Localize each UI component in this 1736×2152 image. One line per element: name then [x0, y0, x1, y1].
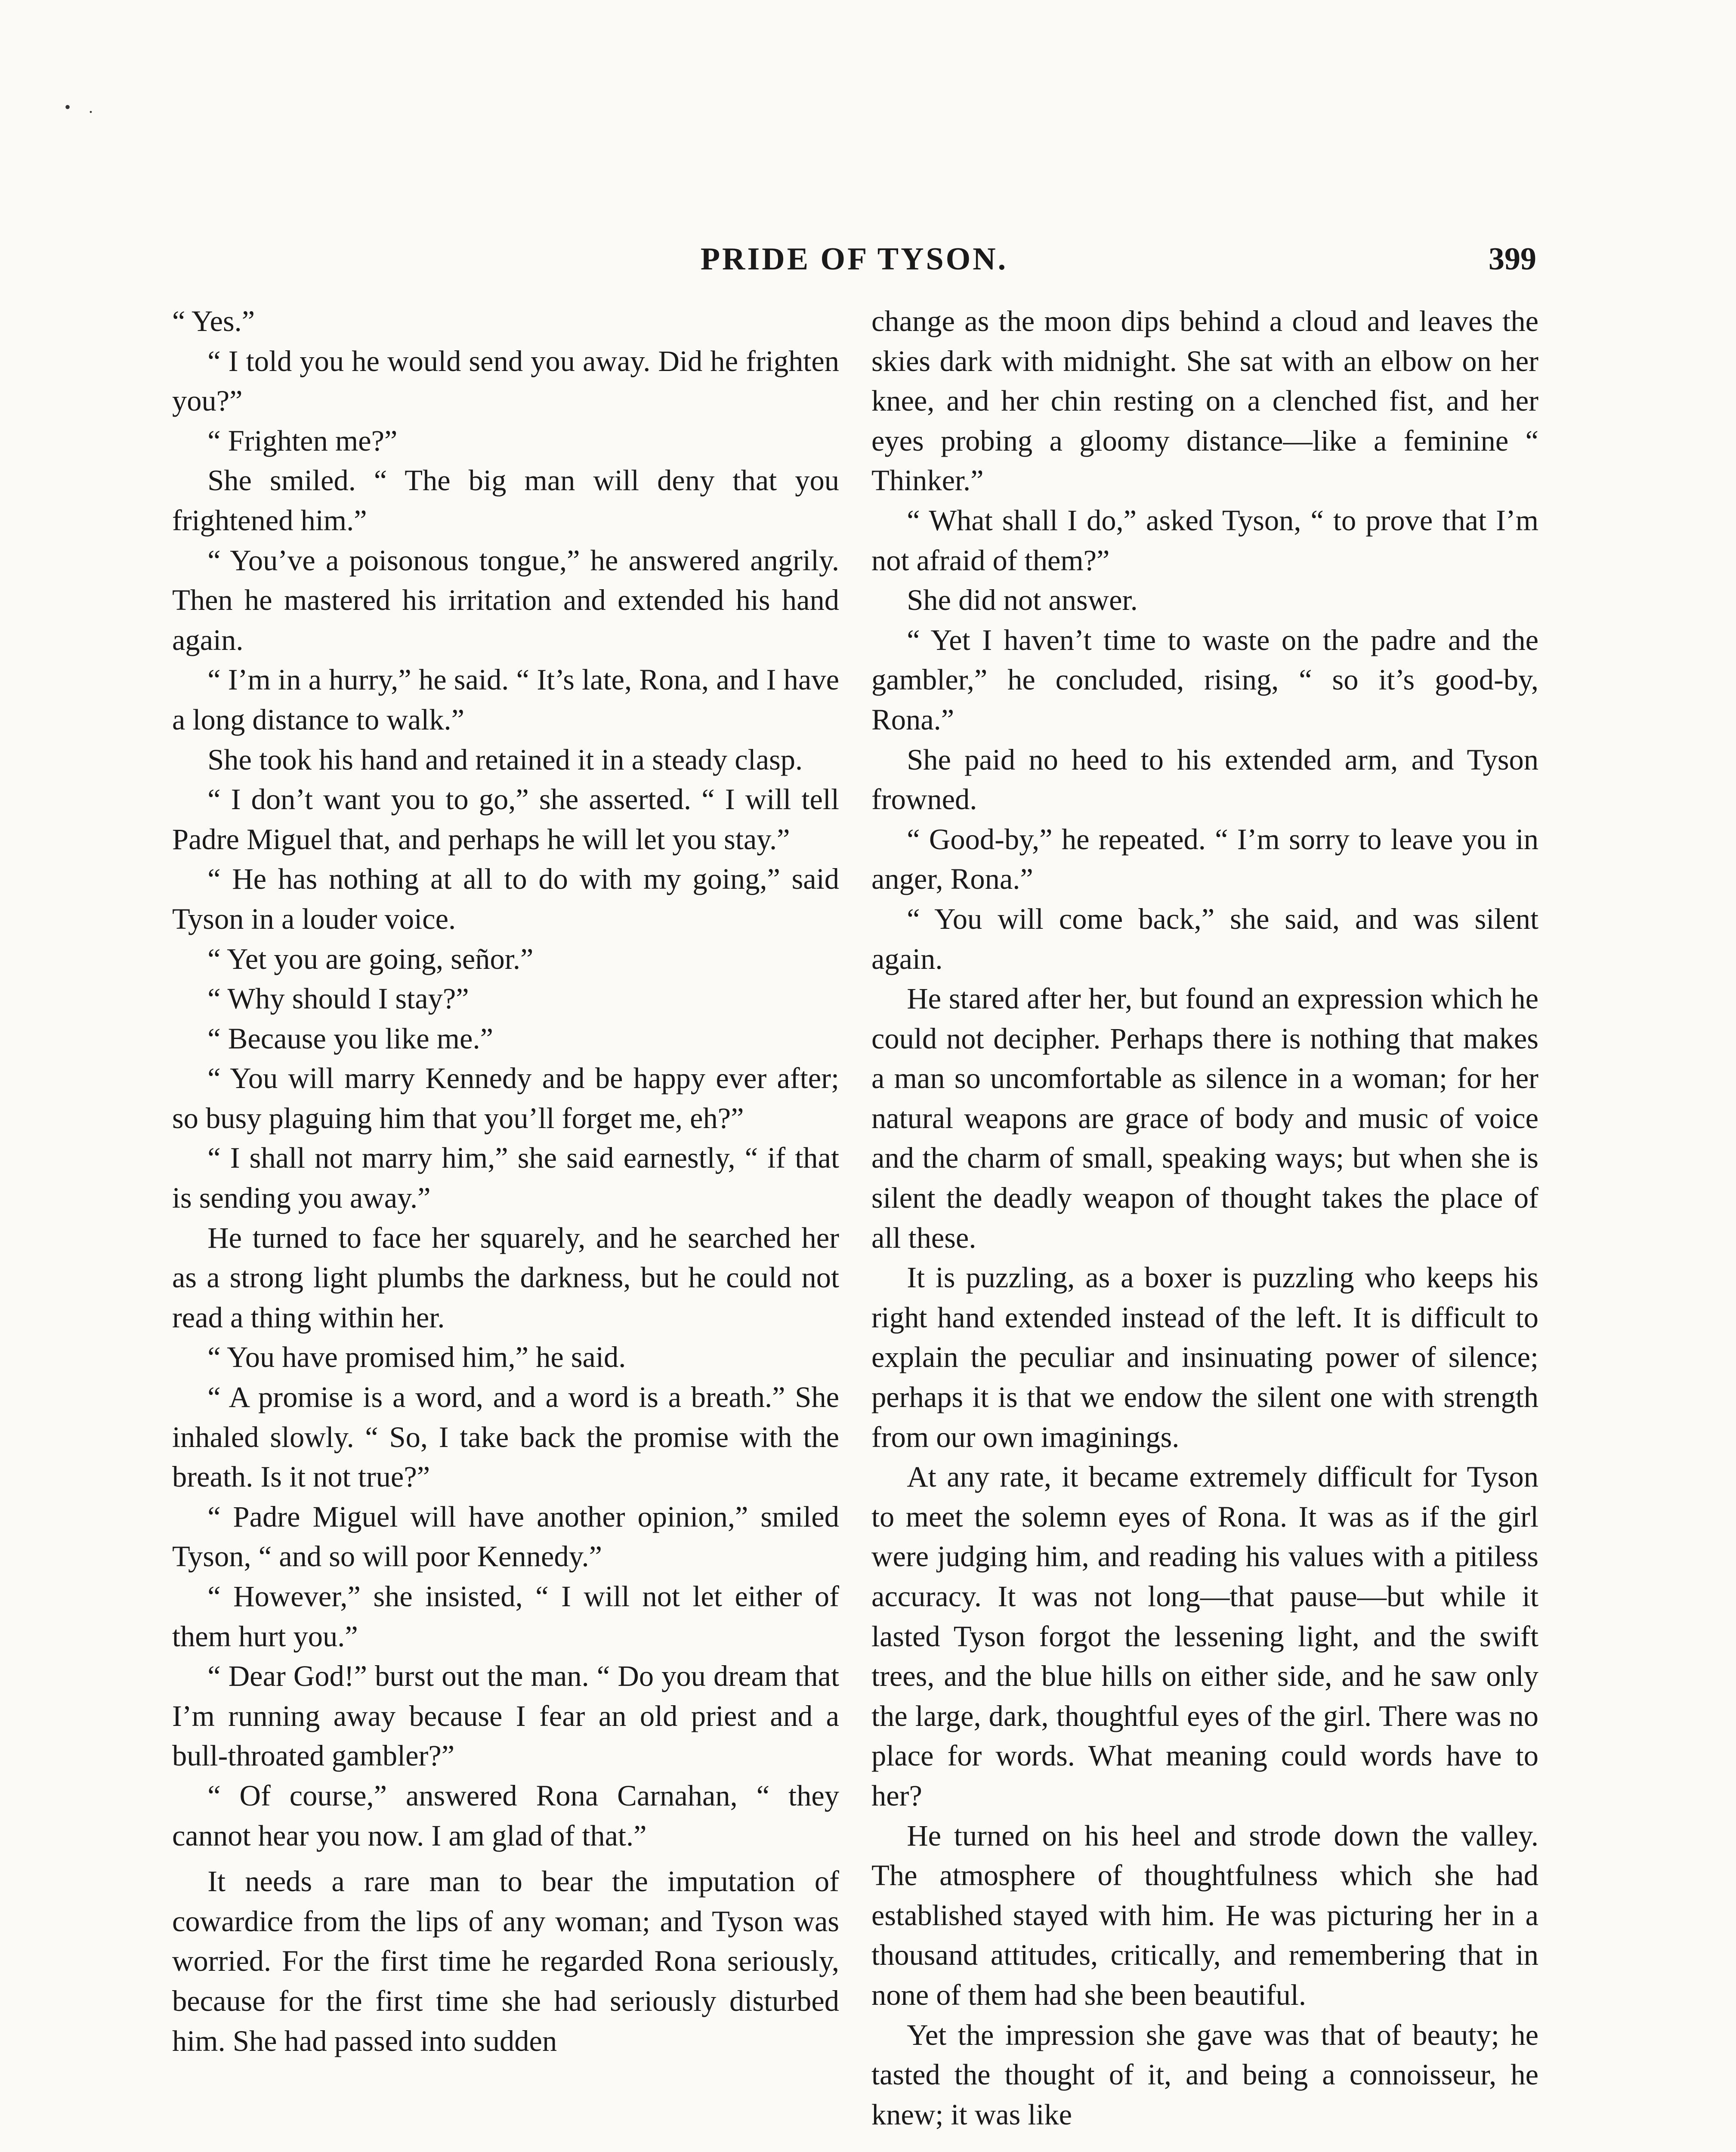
page-number: 399: [1489, 241, 1536, 277]
running-title: PRIDE OF TYSON.: [700, 241, 1008, 277]
paragraph: At any rate, it became extremely difficult for Tyson to meet the solemn eyes of Rona. It was as if the girl were judging him, and reading his values with a pitiless accuracy. It was not long—that pause—but while it lasted Tyson forgot the lessening light, and the swift trees, and the blue hills on either side, and he saw only the large, dark, thoughtful eyes of the girl. There was no place for words. What meaning could words have to her?: [871, 1460, 1538, 1812]
paragraph: She smiled. “ The big man will deny that you frightened him.”: [172, 464, 839, 537]
paragraph: She did not answer.: [907, 584, 1138, 617]
paragraph: “ Because you like me.”: [207, 1022, 493, 1055]
paragraph: change as the moon dips behind a cloud and leaves the skies dark with midnight. She sat with an elbow on her knee, and her chin resting on a clenched fist, and her eyes probing a gloomy distance—like a feminine “ Thinker.”: [871, 305, 1538, 497]
paragraph: “ Padre Miguel will have another opinion,” smiled Tyson, “ and so will poor Kennedy.”: [172, 1500, 839, 1573]
paragraph: “ You will come back,” she said, and was silent again.: [871, 902, 1538, 975]
paragraph: It is puzzling, as a boxer is puzzling who keeps his right hand extended instead of the left. It is difficult to explain the peculiar and insinuating power of silence; perhaps it is that we endow the silent one with strength from our own imaginings.: [871, 1261, 1538, 1453]
paragraph: He turned to face her squarely, and he searched her as a strong light plumbs the darkness, but he could not read a thing within her.: [172, 1221, 839, 1334]
left-column: [172, 301, 839, 2061]
paragraph: He turned on his heel and strode down the valley. The atmosphere of thoughtfulness which she had established stayed with him. He was picturing her in a thousand attitudes, critically, and remembering that in none of them had she been beautiful.: [871, 1819, 1538, 2011]
paragraph: “ I’m in a hurry,” he said. “ It’s late, Rona, and I have a long distance to walk.”: [172, 663, 839, 736]
paragraph: “ Frighten me?”: [207, 424, 398, 457]
paragraph: “ What shall I do,” asked Tyson, “ to prove that I’m not afraid of them?”: [871, 504, 1538, 577]
paragraph: He stared after her, but found an expression which he could not decipher. Perhaps there is nothing that makes a man so uncomfortable as silence in a woman; for her natural weapons are grace of body and music of voice and the charm of small, speaking ways; but when she is silent the deadly weapon of thought takes the place of all these.: [871, 982, 1538, 1254]
paragraph: “ I told you he would send you away. Did he frighten you?”: [172, 344, 839, 417]
paragraph: “ You’ve a poisonous tongue,” he answered angrily. Then he mastered his irritation and extended his hand again.: [172, 544, 839, 656]
paragraph: She took his hand and retained it in a steady clasp.: [207, 743, 803, 776]
paragraph: “ Yes.”: [172, 305, 255, 337]
paragraph: She paid no heed to his extended arm, and Tyson frowned.: [871, 743, 1538, 816]
paragraph: “ Dear God!” burst out the man. “ Do you dream that I’m running away because I fear an old priest and a bull-throated gambler?”: [172, 1660, 839, 1772]
paragraph: Yet the impression she gave was that of beauty; he tasted the thought of it, and being a connoisseur, he knew; it was like: [871, 2018, 1538, 2131]
paragraph: “ A promise is a word, and a word is a breath.” She inhaled slowly. “ So, I take back the promise with the breath. Is it not true?”: [172, 1381, 839, 1493]
paragraph: “ I don’t want you to go,” she asserted. “ I will tell Padre Miguel that, and perhaps he will let you stay.”: [172, 783, 839, 856]
paragraph: “ He has nothing at all to do with my going,” said Tyson in a louder voice.: [172, 863, 839, 935]
running-head: [172, 241, 1536, 284]
paragraph: It needs a rare man to bear the imputation of cowardice from the lips of any woman; and Tyson was worried. For the first time he regarded Rona seriously, because for the first time she had seriously disturbed him. She had passed into sudden: [172, 1865, 839, 2057]
paragraph: “ I shall not marry him,” she said earnestly, “ if that is sending you away.”: [172, 1141, 839, 1215]
paragraph: “ Good-by,” he repeated. “ I’m sorry to leave you in anger, Rona.”: [871, 822, 1538, 896]
paragraph: “ Yet you are going, señor.”: [207, 942, 534, 975]
right-column: [871, 301, 1538, 2134]
paragraph: “ You have promised him,” he said.: [207, 1341, 626, 1374]
paragraph: “ Why should I stay?”: [207, 982, 469, 1015]
corner-specks: • .: [65, 97, 100, 117]
paragraph: “ You will marry Kennedy and be happy ever after; so busy plaguing him that you’ll forget me, eh?”: [172, 1062, 839, 1135]
paragraph: “ Of course,” answered Rona Carnahan, “ they cannot hear you now. I am glad of that.”: [172, 1779, 839, 1852]
paragraph: “ However,” she insisted, “ I will not let either of them hurt you.”: [172, 1580, 839, 1653]
paragraph: “ Yet I haven’t time to waste on the padre and the gambler,” he concluded, rising, “ so it’s good-by, Rona.”: [871, 623, 1538, 736]
